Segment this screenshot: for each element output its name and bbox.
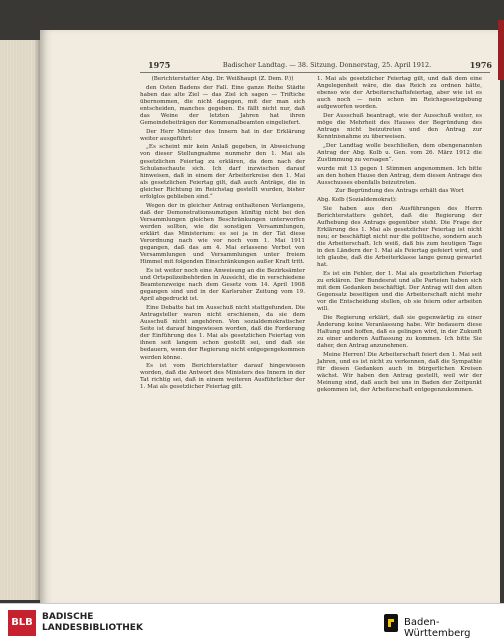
blb-logo[interactable]: BLB — [8, 610, 36, 636]
paragraph: den Osten Badens der Fall. Eine ganze Reihe Städte haben das alte Ziel — das Ziel ich sagen — Triftiche übernommen, die nicht dagegen, mit der man sich entscheiden, manches gegeben. Es fällt nicht nur, daß das Weine der letzten Jahren hat ihren Gemeindebeiträgen der Kommunalbeamten eingeliefert. — [140, 84, 305, 127]
header-rule — [140, 72, 490, 73]
baden-wuerttemberg-lion-icon — [382, 612, 400, 634]
running-header — [56, 58, 492, 72]
paragraph: Sie haben aus den Ausführungen des Herrn Berichterstatters gehört, daß die Regierung der Aufhebung des Antrags gegenüber steht. Die Frage der Erklärung des 1. Mai als gesetzlicher Feiertag ist nicht neu; er beschäftigt nicht nur die politische, sondern auch die Arbeiterschaft. Ich weiß, daß bis zum heutigen Tage in den Ländern der 1. Mai als Feiertag gefeiert wird, und ich glaube, daß die Arbeiterklasse lange genug gewartet hat. — [317, 205, 482, 269]
state-name[interactable]: Baden-Württemberg — [404, 617, 471, 639]
page-number-left: 1975 — [148, 60, 171, 70]
page-number-right: 1976 — [469, 60, 492, 70]
text-column-left — [140, 76, 305, 393]
text-column-right — [317, 76, 482, 396]
library-name-line1: BADISCHE — [42, 612, 94, 622]
paragraph: „Der Landtag wolle beschließen, dem obengenannten Antrag der Abg. Kolb u. Gen. vom 26. März 1912 die Zustimmung zu versagen“. — [317, 142, 482, 164]
paragraph: Die Regierung erklärt, daß sie gegenwärtig zu einer Änderung keine Veranlassung habe. Wir bedauern diese Haltung und hoffen, daß es gelingen wird, in der Zukunft zu einer anderen Auffassung zu kommen. Ich bitte Sie daher, den Antrag anzunehmen. — [317, 315, 482, 350]
library-name-line2: LANDESBIBLIOTHEK — [42, 623, 143, 633]
paragraph: Es ist vom Berichterstatter darauf hingewiesen worden, daß die Antwort des Ministers des Innern in der Tat richtig sei, daß in einem weiteren Ausführlicher der 1. Mai als gesetzlicher Feiertag gilt. — [140, 363, 305, 391]
paragraph: (Berichterstatter Abg. Dr. Weißhaupt (Z. Dem. P.)) — [151, 76, 294, 82]
library-name — [42, 612, 143, 634]
running-title: Badischer Landtag. — 38. Sitzung. Donnerstag, 25. April 1912. — [222, 61, 432, 69]
bookmark-ribbon — [498, 20, 504, 80]
paragraph: „Es scheint mir kein Anlaß gegeben, in Abweichung von dieser Stellungnahme nunmehr den 1. Mai als gesetzlichen Feiertag zu erklären, da dem nach der Schulanschaute sich. Ich darf inzwischen darauf hinweisen, daß in einem der Arbeiterkreise den 1. Mai als gesetzlichen Feiertag gilt, daß auch Anträge, die in gleicher Richtung im Reichstag gestellt wurden, bisher erfolglos geblieben sind.“ — [140, 144, 305, 200]
paragraph: Meine Herren! Die Arbeiterschaft feiert den 1. Mai seit Jahren, und es ist nicht zu verkennen, daß die Sympathie für diesen Gedanken auch in bürgerlichen Kreisen wächst. Wir haben den Antrag gestellt, weil wir der Meinung sind, daß auch bei uns in Baden der Zeitpunkt gekommen ist, der Arbeiterschaft entgegenzukommen. — [317, 351, 482, 394]
paragraph: 1. Mai als gesetzlicher Feiertag gilt, und daß dem eine Angelegenheit wäre, die das Reich zu ordnen hätte, ebenso wie der Arbeiterschaftsfeiertag, aber wie ist es auch noch — nein schon im Reichsgesetzgebung aufgeworfen worden. — [317, 76, 482, 111]
section-heading: Zur Begründung des Antrags erhält das Wort — [335, 188, 464, 195]
viewer-footer — [0, 603, 504, 642]
speaker-line: Abg. Kolb (Sozialdemokrat): — [317, 197, 397, 203]
paragraph: Eine Debatte hat im Ausschuß nicht stattgefunden. Die Antragsteller waren nicht erschienen, da sie dem Ausschuß nicht angehören. Von sozialdemokratischer Seite ist darauf hingewiesen worden, daß die Forderung der Einführung des 1. Mai als gesetzlichen Feiertag von ihnen seit langem schon gestellt sei, und daß sie bedauern, wenn der Regierung nicht entgegengekommen werden könne. — [140, 304, 305, 361]
paragraph: Es ist ein Fehler, der 1. Mai als gesetzlichen Feiertag zu erklären. Der Bundesrat und alle Parteien haben sich mit dem Gedanken beschäftigt. Der Antrag will den alten Gegensatz beseitigen und die Arbeiterschaft nicht mehr vor die Entscheidung stellen, ob sie feiern oder arbeiten will. — [317, 270, 482, 313]
paragraph: wurde mit 13 gegen 1 Stimmen angenommen. Ich bitte an den hohen Hause den Antrag, dem diesen Antrage des Ausschusses ebenfalls beizutreten. — [317, 165, 482, 186]
paragraph: Wegen der in gleicher Antrag enthaltenen Verlangens, daß der Demonstrationsumzügen künftig nicht bei den Versammlungen gleichen Beschränkungen unterworfen werden sollten, wie die sonstigen Versammlungen, erklärt das Ministerium: es sei ja in der Tat diese Verordnung nach wie vor noch vom 1. Mai 1911 gegangen, daß das am 4. Mai erlassene Verbot von Versammlungen und Versammlungen unter freiem Himmel mit folgenden Einschränkungen außer Kraft tritt. — [140, 202, 305, 266]
paragraph: Der Ausschuß beantragt, wie der Ausschuß weiter, es möge die Mehrheit des Hauses der Begründung des Antrags nicht beizutreten und den Antrag zur Kenntnisnahme zu überweisen. — [317, 112, 482, 141]
paragraph: Es ist weiter noch eine Anweisung an die Bezirksämter und Ortspolizeibehörden in Aussicht, die in verschiedene Beamtenzweige nach dem Gesetz vom 14. April 1908 gegangen sind und in der Karlsruher Zeitung vom 19. April abgedruckt ist. — [140, 267, 305, 303]
book-fore-edge — [0, 40, 40, 600]
paragraph: Der Herr Minister des Innern hat in der Erklärung weiter ausgeführt: — [140, 128, 305, 142]
